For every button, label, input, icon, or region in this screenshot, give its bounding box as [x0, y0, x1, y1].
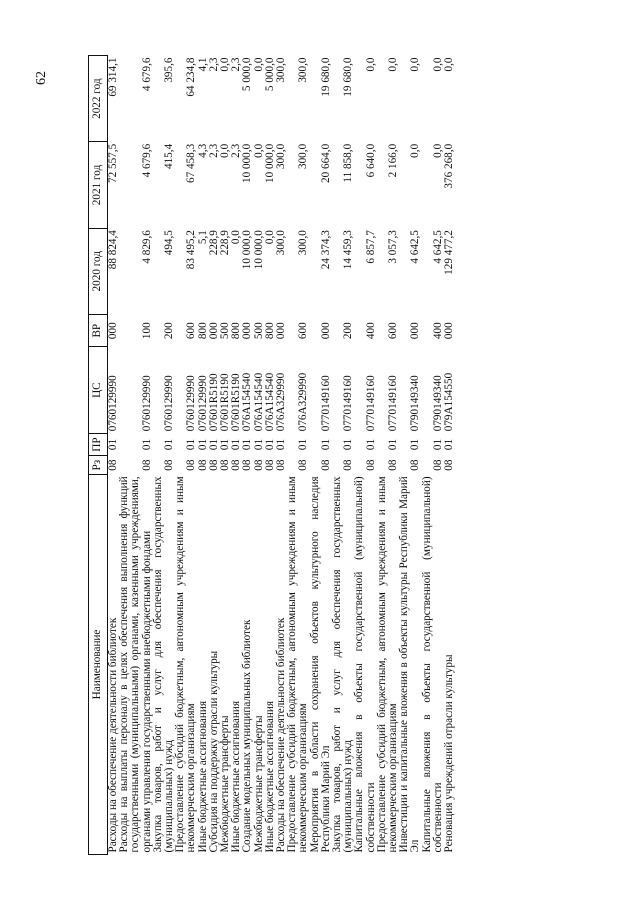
row-pr: 01 [241, 438, 254, 451]
row-vr: 000 [319, 322, 332, 340]
row-2020: 6 857,7 [364, 230, 377, 264]
table-row [354, 56, 376, 855]
budget-table-container [88, 55, 568, 855]
table-row [153, 56, 175, 855]
row-rz: 08 [163, 459, 176, 471]
row-2021: 0,0 [409, 143, 422, 158]
row-2021: 6 640,0 [364, 143, 377, 178]
row-pr: 01 [443, 438, 456, 451]
row-2022: 19 680,0 [342, 57, 355, 97]
row-vr: 000 [409, 322, 422, 340]
row-cs: 07601R5190 [219, 373, 232, 432]
row-vr: 400 [364, 322, 377, 340]
row-name: Субсидия на поддержку отрасли культуры [207, 650, 220, 853]
row-rz: 08 [443, 459, 456, 471]
table-row [175, 56, 197, 855]
table-row [119, 56, 153, 855]
row-2022: 300,0 [297, 57, 310, 83]
row-rz: 08 [219, 459, 232, 471]
row-name: Создание модельных муниципальных библиотек [241, 619, 254, 853]
row-cs: 07601R5190 [207, 373, 220, 432]
table-row [422, 56, 444, 855]
row-vr: 600 [387, 322, 400, 340]
row-2021: 376 268,0 [443, 143, 456, 189]
row-vr: 000 [275, 322, 288, 340]
row-2020: 5,1 [196, 230, 209, 245]
row-2022: 0,0 [364, 57, 377, 72]
row-2020: 4 829,6 [140, 230, 153, 264]
row-2021: 0,0 [219, 143, 232, 158]
row-pr: 01 [275, 438, 288, 451]
row-2020: 14 459,3 [342, 230, 355, 270]
row-2022: 0,0 [219, 57, 232, 72]
row-pr: 01 [207, 438, 220, 451]
row-vr: 500 [252, 322, 265, 340]
row-2021: 2,3 [230, 143, 243, 158]
row-2021: 2,3 [207, 143, 220, 158]
row-vr: 000 [443, 322, 456, 340]
row-name: Иные бюджетные ассигнования [230, 701, 243, 853]
row-2020: 494,5 [163, 230, 176, 256]
row-cs: 0770149160 [319, 375, 332, 432]
row-2022: 5 000,0 [241, 57, 254, 92]
row-rz: 08 [196, 459, 209, 471]
row-name: Расходы на обеспечение деятельности библиотек [107, 617, 119, 853]
row-pr: 01 [196, 438, 209, 451]
row-2020: 88 824,4 [107, 230, 119, 270]
page-number: 62 [34, 71, 49, 85]
row-2020: 300,0 [275, 230, 288, 256]
row-2021: 67 458,3 [185, 143, 198, 183]
row-vr: 800 [230, 322, 243, 340]
row-vr: 600 [297, 322, 310, 340]
row-cs: 0770149160 [387, 375, 400, 432]
row-2020: 228,9 [219, 230, 232, 256]
row-2022: 0,0 [409, 57, 422, 72]
row-cs: 0760129990 [107, 375, 119, 432]
header-vr: ВР [89, 314, 108, 347]
row-cs: 0760129990 [140, 375, 153, 432]
row-name: Мероприятия в области сохранения объектов культурного наследия Республики Марий Эл [308, 476, 332, 853]
row-rz: 08 [319, 459, 332, 471]
row-vr: 200 [163, 322, 176, 340]
row-vr: 800 [263, 322, 276, 340]
row-2020: 10 000,0 [252, 230, 265, 270]
row-vr: 000 [107, 322, 119, 340]
row-2020: 228,9 [207, 230, 220, 256]
row-name: Предоставление субсидий бюджетным, автономным учреждениям и иным некоммерческим организациям [174, 476, 198, 853]
table-row [444, 56, 455, 855]
row-vr: 000 [207, 322, 220, 340]
row-rz: 08 [342, 459, 355, 471]
row-pr: 01 [342, 438, 355, 451]
row-name: Межбюджетные трансферты [219, 715, 232, 853]
row-2020: 300,0 [297, 230, 310, 256]
row-2020: 4 642,5 [409, 230, 422, 264]
row-2022: 4,1 [196, 57, 209, 72]
row-vr: 400 [431, 322, 444, 340]
row-cs: 076A329990 [275, 372, 288, 432]
row-name: Иные бюджетные ассигнования [196, 701, 209, 853]
row-2021: 10 000,0 [241, 143, 254, 183]
row-2022: 395,6 [163, 57, 176, 83]
header-2022: 2022 год [89, 56, 108, 142]
row-name: Расходы на обеспечение деятельности библиотек [275, 617, 288, 853]
header-pr: ПР [89, 433, 108, 456]
row-cs: 0790149340 [409, 375, 422, 432]
row-pr: 01 [107, 438, 119, 451]
table-row [377, 56, 399, 855]
row-cs: 076A154540 [241, 372, 254, 432]
row-vr: 600 [185, 322, 198, 340]
row-name: Закупка товаров, работ и услуг для обеспечения государственных (муниципальных) нужд [331, 476, 355, 853]
row-2020: 129 477,2 [443, 230, 456, 275]
row-2022: 300,0 [275, 57, 288, 83]
row-2022: 69 314,1 [107, 57, 119, 97]
row-2021: 300,0 [275, 143, 288, 169]
row-2022: 0,0 [252, 57, 265, 72]
row-pr: 01 [431, 438, 444, 451]
row-cs: 07601R5190 [230, 373, 243, 432]
row-pr: 01 [387, 438, 400, 451]
row-2022: 5 000,0 [263, 57, 276, 92]
row-name: Предоставление субсидий бюджетным, автономным учреждениям и иным некоммерческим организациям [286, 476, 310, 853]
header-rz: Рз [89, 456, 108, 475]
row-2021: 11 858,0 [342, 143, 355, 183]
row-cs: 079A154550 [443, 372, 456, 432]
row-rz: 08 [364, 459, 377, 471]
row-2021: 4,3 [196, 143, 209, 158]
row-2021: 10 000,0 [263, 143, 276, 183]
row-cs: 0760129990 [185, 375, 198, 432]
row-pr: 01 [297, 438, 310, 451]
table-header-row [89, 56, 108, 855]
row-2022: 0,0 [431, 57, 444, 72]
row-pr: 01 [140, 438, 153, 451]
row-2022: 4 679,6 [140, 57, 153, 92]
row-rz: 08 [185, 459, 198, 471]
row-2022: 64 234,8 [185, 57, 198, 97]
row-name: Расходы на выплаты персоналу в целях обеспечения выполнения функций государственными (муниципальными) органами, казенными учреждениями, органами управления государственными внебюджетными фондами [118, 476, 153, 853]
row-pr: 01 [364, 438, 377, 451]
row-2022: 2,3 [207, 57, 220, 72]
row-vr: 500 [219, 322, 232, 340]
row-rz: 08 [387, 459, 400, 471]
row-pr: 01 [230, 438, 243, 451]
row-rz: 08 [230, 459, 243, 471]
table-row [332, 56, 354, 855]
row-rz: 08 [107, 459, 119, 471]
table-row [242, 56, 253, 855]
row-rz: 08 [409, 459, 422, 471]
row-2022: 19 680,0 [319, 57, 332, 97]
row-2020: 24 374,3 [319, 230, 332, 270]
row-pr: 01 [219, 438, 232, 451]
row-2020: 0,0 [263, 230, 276, 245]
row-2020: 10 000,0 [241, 230, 254, 270]
row-name: Закупка товаров, работ и услуг для обеспечения государственных (муниципальных) нужд [151, 476, 176, 853]
header-cs: ЦС [89, 347, 108, 433]
row-vr: 000 [241, 322, 254, 340]
row-name: Капитальные вложения в объекты государственной (муниципальной) собственности [420, 476, 444, 853]
row-name: Реновация учреждений отрасли культуры [443, 654, 456, 853]
row-rz: 08 [297, 459, 310, 471]
row-pr: 01 [409, 438, 422, 451]
row-rz: 08 [207, 459, 220, 471]
row-pr: 01 [163, 438, 176, 451]
row-2021: 415,4 [163, 143, 176, 169]
row-cs: 0770149160 [364, 375, 377, 432]
row-vr: 100 [140, 322, 153, 340]
row-2022: 0,0 [443, 57, 456, 72]
row-rz: 08 [140, 459, 153, 471]
row-cs: 0760129990 [196, 375, 209, 432]
row-vr: 800 [196, 322, 209, 340]
row-rz: 08 [431, 459, 444, 471]
row-2020: 83 495,2 [185, 230, 198, 270]
row-2021: 0,0 [431, 143, 444, 158]
row-name: Иные бюджетные ассигнования [263, 701, 276, 853]
row-2020: 4 642,5 [431, 230, 444, 264]
row-2022: 2,3 [230, 57, 243, 72]
row-rz: 08 [252, 459, 265, 471]
header-2021: 2021 год [89, 142, 108, 228]
row-cs: 076A329990 [297, 372, 310, 432]
row-2021: 20 664,0 [319, 143, 332, 183]
row-cs: 076A154540 [252, 372, 265, 432]
row-name: Предоставление субсидий бюджетным, автономным учреждениям и иным некоммерческим организациям [375, 476, 400, 853]
row-rz: 08 [241, 459, 254, 471]
header-2020: 2020 год [89, 228, 108, 314]
row-cs: 0760129990 [163, 375, 176, 432]
row-2021: 300,0 [297, 143, 310, 169]
row-2020: 3 057,3 [387, 230, 400, 264]
row-rz: 08 [263, 459, 276, 471]
row-cs: 0790149340 [431, 375, 444, 432]
row-cs: 076A154540 [263, 372, 276, 432]
row-pr: 01 [319, 438, 332, 451]
row-name: Инвестиции и капитальные вложения в объекты культуры Республики Марий Эл [398, 476, 422, 853]
table-row [399, 56, 421, 855]
table-row [287, 56, 309, 855]
row-pr: 01 [263, 438, 276, 451]
row-2021: 4 679,6 [140, 143, 153, 178]
row-name: Капитальные вложения в объекты государственной (муниципальной) собственности [353, 476, 377, 853]
row-pr: 01 [185, 438, 198, 451]
row-2021: 0,0 [252, 143, 265, 158]
header-name: Наименование [89, 474, 108, 854]
table-row [310, 56, 332, 855]
row-pr: 01 [252, 438, 265, 451]
row-2021: 72 557,5 [107, 143, 119, 183]
row-vr: 200 [342, 322, 355, 340]
row-cs: 0770149160 [342, 375, 355, 432]
budget-table [88, 55, 455, 855]
row-2020: 0,0 [230, 230, 243, 245]
row-2022: 0,0 [387, 57, 400, 72]
row-2021: 2 166,0 [387, 143, 400, 178]
row-rz: 08 [275, 459, 288, 471]
row-name: Межбюджетные трансферты [252, 715, 265, 853]
